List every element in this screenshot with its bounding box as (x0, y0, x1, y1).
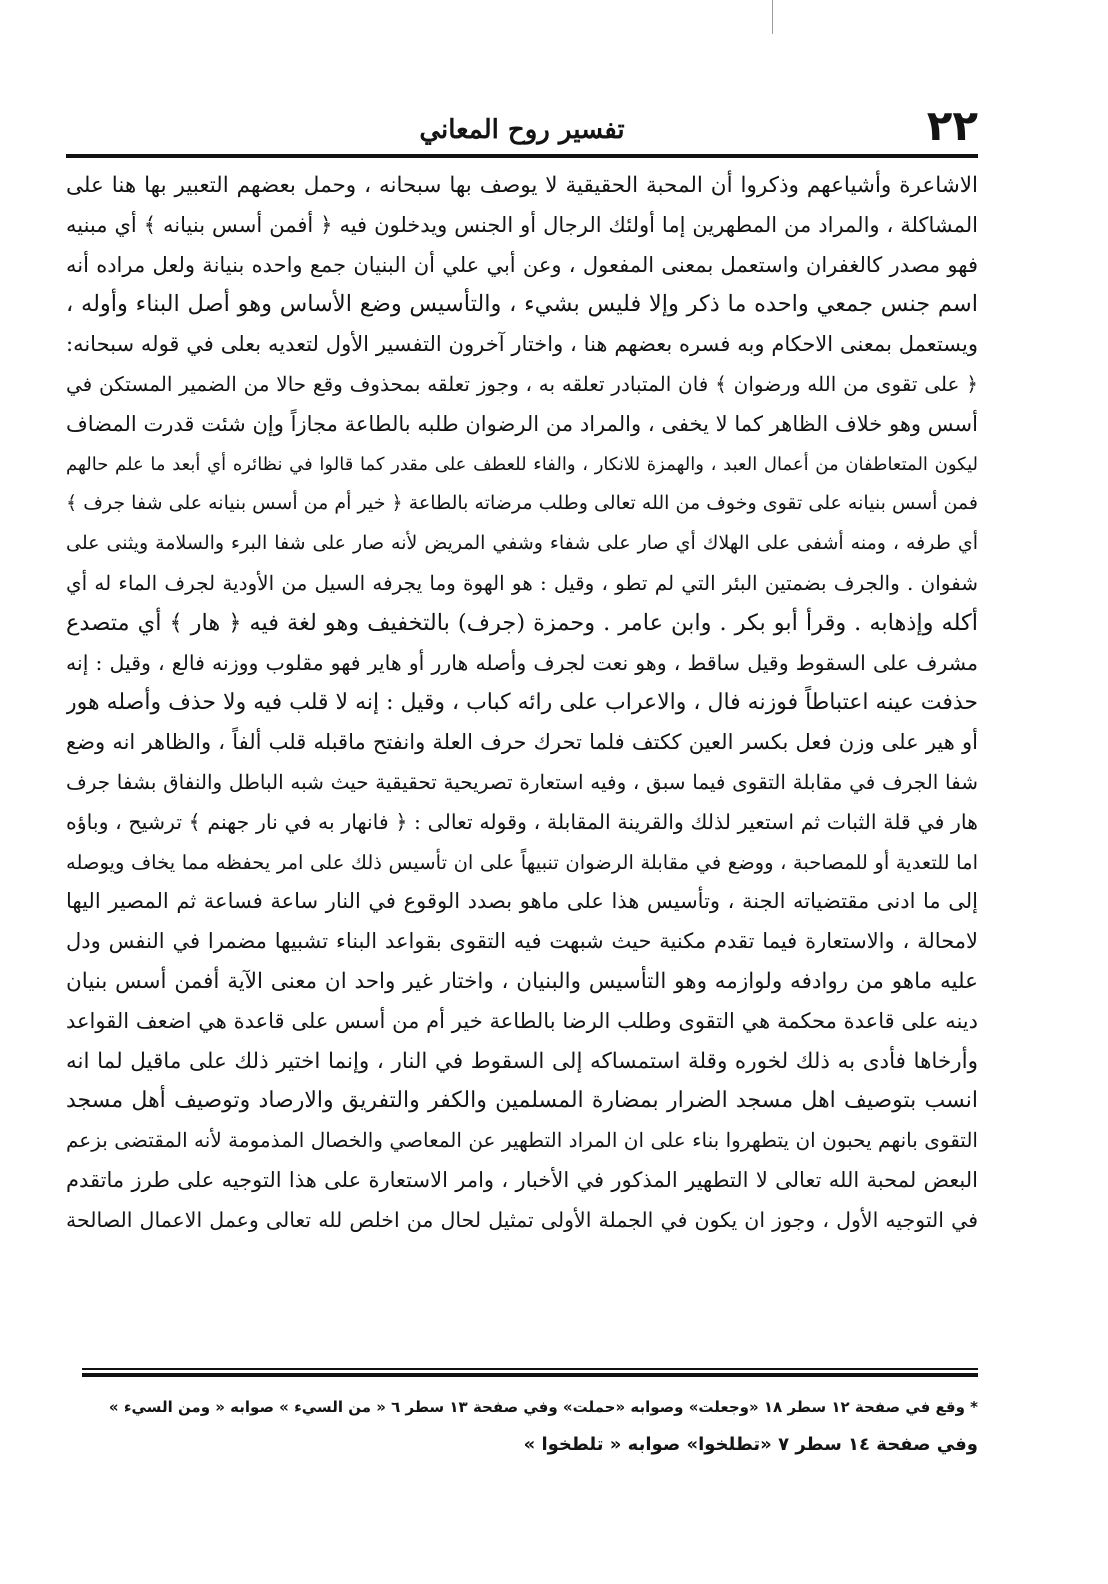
scan-edge-mark (772, 0, 773, 34)
text-line: المشاكلة ، والمراد من المطهرين إما أولئك الرجال أو الجنس ويدخلون فيه ﴿ أفمن أسس بنيانه ﴾ أي مبنيه (66, 212, 978, 237)
text-line: مشرف على السقوط وقيل ساقط ، وهو نعت لجرف وأصله هارر أو هاير فهو مقلوب ووزنه فالع ، وقيل : إنه (66, 650, 978, 675)
text-line: شفا الجرف في مقابلة التقوى فيما سبق ، وفيه استعارة تصريحية تحقيقية حيث شبه الباطل والنفاق بشفا جرف (66, 769, 978, 794)
text-line: ويستعمل بمعنى الاحكام وبه فسره بعضهم هنا ، واختار آخرون التفسير الأول لتعديه بعلى في قوله سبحانه: (66, 332, 978, 357)
text-line: أكله وإذهابه . وقرأ أبو بكر . وابن عامر . وحمزة (جرف) بالتخفيف وهو لغة فيه ﴿ هار ﴾ أي متصدع (66, 609, 978, 636)
text-line: عليه ماهو من روادفه ولوازمه وهو التأسيس والبنيان ، واختار غير واحد ان معنى الآية أفمن أسس بنيان (66, 968, 978, 994)
footnote-rule-thick (82, 1373, 978, 1377)
text-line: إلى ما ادنى مقتضياته الجنة ، وتأسيس هذا على ماهو بصدد الوقوع في النار ساعة فساعة ثم المصير اليها (66, 889, 978, 914)
text-line: ﴿ على تقوى من الله ورضوان ﴾ فان المتبادر تعلقه به ، وجوز تعلقه بمحذوف وقع حالا من الضمير المستكن في (66, 371, 978, 396)
footnote-line: وفي صفحة ١٤ سطر ٧ «تطلخوا» صوابه « تلطخوا » (523, 1434, 978, 1455)
text-line: ليكون المتعاطفان من أعمال العبد ، والهمزة للانكار ، والفاء للعطف على مقدر كما قالوا في نظائره أي أبعد ما علم حالهم (66, 453, 978, 475)
footnote-rule-thin (82, 1368, 978, 1370)
text-line: لامحالة ، والاستعارة فيما تقدم مكنية حيث شبهت فيه التقوى بقواعد البناء تشبيها مضمرا في النفس ودل (66, 929, 978, 954)
header-rule (66, 154, 978, 158)
text-line: دينه على قاعدة محكمة هي التقوى وطلب الرضا بالطاعة خير أم من أسس على قاعدة هي اضعف القواعد (66, 1008, 978, 1033)
page-header (66, 96, 978, 156)
footnote-line: * وقع في صفحة ١٢ سطر ١٨ «وجعلت» وصوابه «حملت» وفي صفحة ١٣ سطر ٦ « من السيء » صوابه « ومن السيء » (108, 1398, 978, 1416)
text-line: هار في قلة الثبات ثم استعير لذلك والقرينة المقابلة ، وقوله تعالى : ﴿ فانهار به في نار جهنم ﴾ ترشيح ، وباؤه (66, 809, 978, 834)
text-line: فمن أسس بنيانه على تقوى وخوف من الله تعالى وطلب مرضاته بالطاعة ﴿ خير أم من أسس بنيانه على شفا جرف ﴾ (66, 492, 978, 515)
page-number: ٢٢ (926, 101, 978, 150)
text-line: أسس وهو خلاف الظاهر كما لا يخفى ، والمراد من الرضوان طلبه بالطاعة مجازاً وإن شئت قدرت المضاف (66, 411, 978, 436)
text-line: حذفت عينه اعتباطاً فوزنه فال ، والاعراب على رائه كباب ، وقيل : إنه لا قلب فيه ولا حذف وأصله هور (66, 690, 978, 716)
text-line: اما للتعدية أو للمصاحبة ، ووضع في مقابلة الرضوان تنبيهاً على ان تأسيس ذلك على امر يحفظه مما يخاف ويوصله (66, 850, 978, 874)
text-line: التقوى بانهم يحبون ان يتطهروا بناء على ان المراد التطهير عن المعاصي والخصال المذمومة لأنه المقتضى بزعم (66, 1128, 978, 1153)
running-title: تفسير روح المعاني (419, 115, 625, 145)
text-line: الاشاعرة وأشياعهم وذكروا أن المحبة الحقيقية لا يوصف بها سبحانه ، وحمل بعضهم التعبير بها هنا على (66, 173, 978, 198)
text-line: فهو مصدر كالغفران واستعمل بمعنى المفعول ، وعن أبي علي أن البنيان جمع واحده بنيانة ولعل مراده أنه (66, 252, 978, 277)
text-line: في التوجيه الأول ، وجوز ان يكون في الجملة الأولى تمثيل لحال من اخلص لله تعالى وعمل الاعمال الصالحة (66, 1207, 978, 1232)
text-line: اسم جنس جمعي واحده ما ذكر وإلا فليس بشيء ، والتأسيس وضع الأساس وهو أصل البناء وأوله ، (66, 291, 978, 318)
text-line: انسب بتوصيف اهل مسجد الضرار بمضارة المسلمين والكفر والتفريق والارصاد وتوصيف أهل مسجد (66, 1088, 978, 1114)
text-line: أو هير على وزن فعل بكسر العين ككتف فلما تحرك حرف العلة وانفتح ماقبله قلب ألفاً ، والظاهر انه وضع (66, 730, 978, 755)
footnotes-block (82, 1388, 978, 1464)
text-line: أي طرفه ، ومنه أشفى على الهلاك أي صار على شفاء وشفي المريض لأنه صار على شفا البرء والسلامة ويثنى على (66, 532, 978, 555)
main-text (66, 166, 978, 1362)
text-line: وأرخاها فأدى به ذلك لخوره وقلة استمساكه إلى السقوط في النار ، وإنما اختير ذلك على ماقيل لما انه (66, 1048, 978, 1074)
text-line: البعض لمحبة الله تعالى لا التطهير المذكور في الأخبار ، وامر الاستعارة على هذا التوجيه على طرز ماتقدم (66, 1167, 978, 1192)
text-line: شفوان . والجرف بضمتين البئر التي لم تطو ، وقيل : هو الهوة وما يجرفه السيل من الأودية لجرف الماء له أي (66, 570, 978, 595)
